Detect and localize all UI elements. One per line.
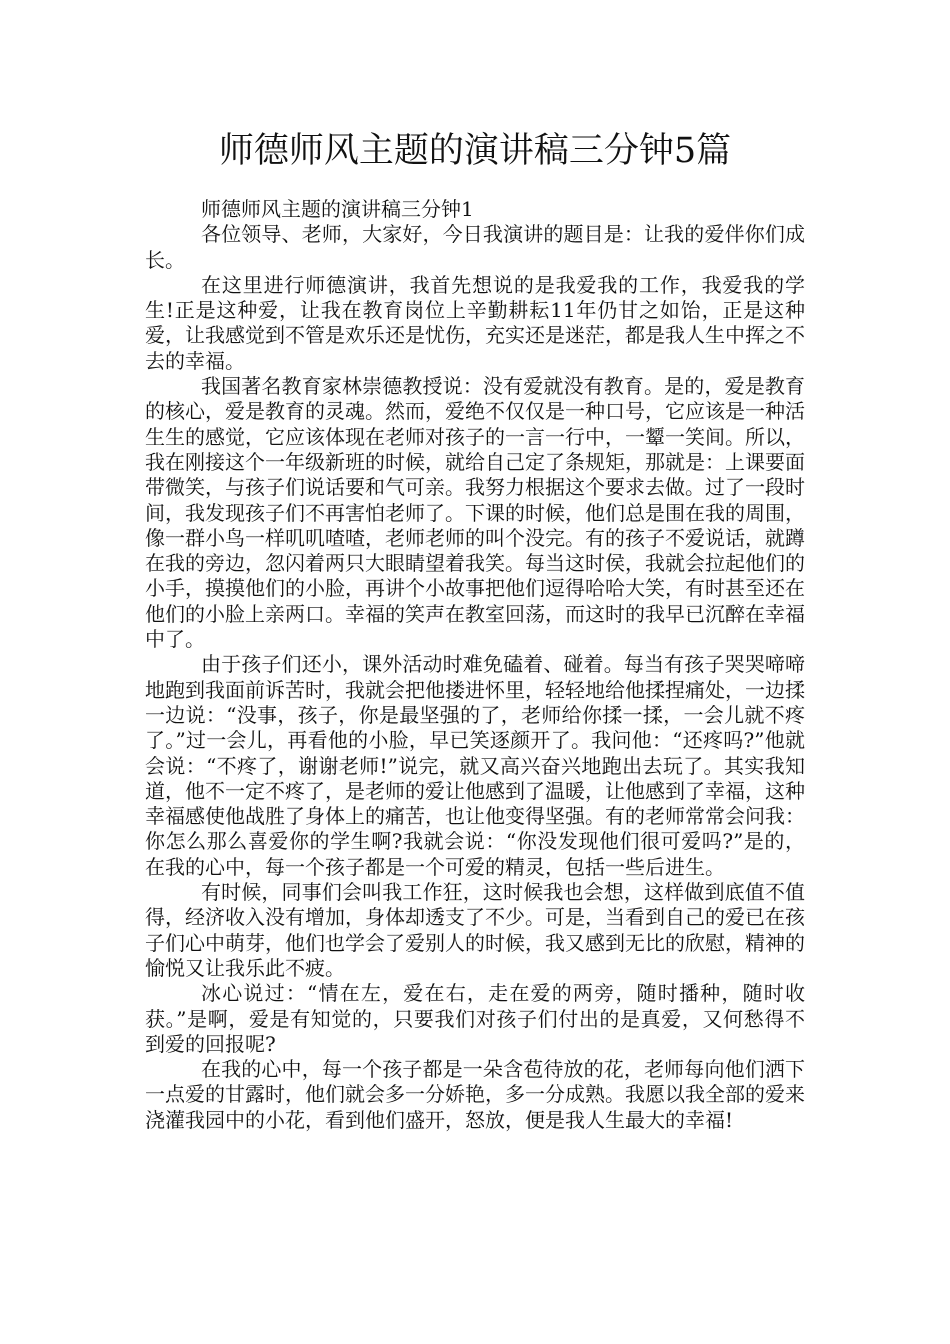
paragraph-love-work: 在这里进行师德演讲，我首先想说的是我爱我的工作，我爱我的学生!正是这种爱，让我在教育岗位上辛勤耕耘11年仍甘之如饴，正是这种爱，让我感觉到不管是欢乐还是忧伤，充实还是迷茫，都是我人生中挥之不去的幸福。 xyxy=(145,272,805,373)
paragraph-comfort-children: 由于孩子们还小，课外活动时难免磕着、碰着。每当有孩子哭哭啼啼地跑到我面前诉苦时，我就会把他搂进怀里，轻轻地给他揉捏痛处，一边揉一边说：“没事，孩子，你是最坚强的了，老师给你揉一揉，一会儿就不疼了。”过一会儿，再看他的小脸，早已笑逐颜开了。我问他：“还疼吗?”他就会说：“不疼了，谢谢老师!”说完，就又高兴奋兴地跑出去玩了。其实我知道，他不一定不疼了，是老师的爱让他感到了温暖，让他感到了幸福，这种幸福感使他战胜了身体上的痛苦，也让他变得坚强。有的老师常常会问我：你怎么那么喜爱你的学生啊?我就会说：“你没发现他们很可爱吗?”是的，在我的心中，每一个孩子都是一个可爱的精灵，包括一些后进生。 xyxy=(145,652,805,879)
section-heading: 师德师风主题的演讲稿三分钟1 xyxy=(201,197,474,221)
paragraph-workaholic: 有时候，同事们会叫我工作狂，这时候我也会想，这样做到底值不值得，经济收入没有增加，身体却透支了不少。可是，当看到自己的爱已在孩子们心中萌芽，他们也学会了爱别人的时候，我又感到无比的欣慰，精神的愉悦又让我乐此不疲。 xyxy=(145,880,805,980)
document-title: 师德师风主题的演讲稿三分钟5篇 xyxy=(218,131,732,171)
document-body xyxy=(145,197,805,1133)
paragraph-bingxin-quote: 冰心说过：“情在左，爱在右，走在爱的两旁，随时播种，随时收获。”是啊，爱是有知觉的，只要我们对孩子们付出的是真爱，又何愁得不到爱的回报呢? xyxy=(145,981,805,1056)
paragraph-education-love: 我国著名教育家林崇德教授说：没有爱就没有教育。是的，爱是教育的核心，爱是教育的灵魂。然而，爱绝不仅仅是一种口号，它应该是一种活生生的感觉，它应该体现在老师对孩子的一言一行中，一颦一笑间。所以，我在刚接这个一年级新班的时候，就给自己定了条规矩，那就是：上课要面带微笑，与孩子们说话要和气可亲。我努力根据这个要求去做。过了一段时间，我发现孩子们不再害怕老师了。下课的时候，他们总是围在我的周围，像一群小鸟一样叽叽喳喳，老师老师的叫个没完。有的孩子不爱说话，就蹲在我的旁边，忽闪着两只大眼睛望着我笑。每当这时侯，我就会拉起他们的小手，摸摸他们的小脸，再讲个小故事把他们逗得哈哈大笑，有时甚至还在他们的小脸上亲两口。幸福的笑声在教室回荡，而这时的我早已沉醉在幸福中了。 xyxy=(145,374,805,652)
paragraph-closing: 在我的心中，每一个孩子都是一朵含苞待放的花，老师每向他们洒下一点爱的甘露时，他们就会多一分娇艳，多一分成熟。我愿以我全部的爱来浇灌我园中的小花，看到他们盛开，怒放，便是我人生最大的幸福! xyxy=(145,1057,805,1132)
paragraph-greeting: 各位领导、老师，大家好，今日我演讲的题目是：让我的爱伴你们成长。 xyxy=(145,222,805,272)
